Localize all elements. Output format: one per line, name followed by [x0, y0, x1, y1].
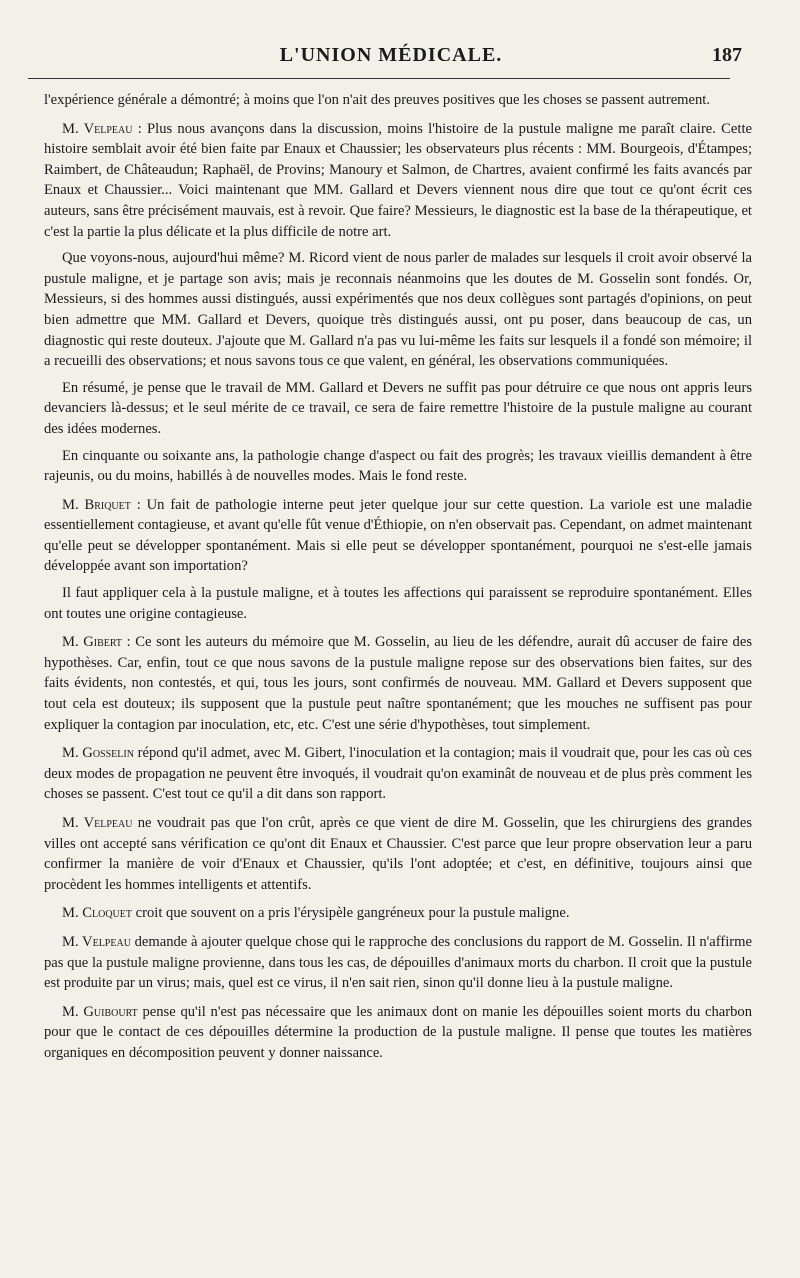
paragraph-text: Il faut appliquer cela à la pustule maligne, et à toutes les affections qui paraissent se reproduire spontanément. Elles ont toutes une origine contagieuse.	[44, 585, 752, 622]
paragraph-text: demande à ajouter quelque chose qui le rapproche des conclusions du rapport de M. Gosselin. Il n'affirme pas que la pustule maligne provienne, dans tous les cas, de dépouilles d'animaux morts du charbon. Il croit que la pustule est produite par un virus; mais, quel est ce virus, il n'en sait rien, sinon qu'il donne lieu à la pustule maligne.	[44, 933, 752, 992]
speaker-name: M. Cloquet	[62, 905, 132, 922]
paragraph	[44, 632, 752, 735]
speaker-name: M. Guibourt	[62, 1003, 138, 1020]
paragraph	[44, 813, 752, 895]
speaker-name: M. Velpeau	[62, 815, 133, 831]
paragraph	[44, 932, 752, 994]
header-rule	[28, 78, 730, 79]
speaker-name: M. Gosselin	[62, 745, 134, 762]
paragraph	[44, 903, 752, 924]
paragraph-text: Que voyons-nous, aujourd'hui même? M. Ricord vient de nous parler de malades sur lesquels il croit avoir observé la pustule maligne, et je partage son avis; mais je reconnais néanmoins que les doutes de M. Gosselin sont fondés. Or, Messieurs, si des hommes aussi distingués, aussi expérimentés que nos deux collègues sont partagés d'opinions, on peut bien admettre que MM. Gallard et Devers, quoique très distingués aussi, ont pu poser, dans beaucoup de cas, un diagnostic qui reste douteux. J'ajoute que M. Gallard n'a pas vu lui-même les faits sur lesquels il a fondé son mémoire; il a recueilli des observations; et nous savons tous ce que valent, en général, les observations communiquées.	[44, 250, 752, 370]
speaker-name: M. Gibert :	[62, 634, 131, 651]
page-header	[40, 44, 742, 74]
page-number: 187	[712, 44, 742, 66]
paragraph-text: ne voudrait pas que l'on crût, après ce que vient de dire M. Gosselin, que les chirurgiens des grandes villes ont accepté sans vérification ce qu'ont dit Enaux et Chaussier. C'est parce que leur propre observation leur a paru confirmer la manière de voir d'Enaux et Chaussier, qu'ils l'ont adoptée; et c'est, en définitive, toujours ainsi que procèdent les hommes intelligents et attentifs.	[44, 815, 752, 893]
running-title: L'UNION MÉDICALE.	[279, 44, 503, 66]
paragraph	[44, 378, 752, 440]
paragraph-text: répond qu'il admet, avec M. Gibert, l'inoculation et la contagion; mais il voudrait que, pour les cas où ces deux modes de propagation ne peuvent être invoqués, il voudrait qu'on examinât de nouveau et de plus près comment les choses se passent. C'est tout ce qu'il a dit dans son rapport.	[44, 745, 752, 803]
speaker-name: M. Velpeau	[62, 933, 131, 950]
paragraph	[44, 248, 752, 372]
speaker-name: M. Briquet :	[62, 496, 141, 513]
paragraph-text: Ce sont les auteurs du mémoire que M. Gosselin, au lieu de les défendre, aurait dû accuser de faire des hypothèses. Car, enfin, tout ce que nous savons de la pustule maligne repose sur des observations bien faites, sur des faits évidents, non contestés, et qui, tous les jours, sont confirmés de nouveau. MM. Gallard et Devers supposent que tout cela est douteux; ils supposent que la pustule peut naître spontanément; que les mouches ne suffisent pas pour expliquer la contagion par inoculation, etc, etc. C'est une série d'hypothèses, tout simplement.	[44, 634, 752, 733]
paragraph-text: pense qu'il n'est pas nécessaire que les animaux dont on manie les dépouilles soient morts du charbon pour que le contact de ces dépouilles détermine la production de la pustule maligne. Il pense que toutes les matières organiques en décomposition peuvent y donner naissance.	[44, 1003, 752, 1061]
body-text	[44, 90, 752, 1070]
paragraph	[44, 495, 752, 577]
paragraph-text: croit que souvent on a pris l'érysipèle gangréneux pour la pustule maligne.	[132, 905, 570, 922]
paragraph	[44, 446, 752, 487]
paragraph	[44, 583, 752, 624]
speaker-name: M. Velpeau :	[62, 120, 142, 137]
paragraph	[44, 743, 752, 805]
paragraph-text: Un fait de pathologie interne peut jeter quelque jour sur cette question. La variole est une maladie essentiellement contagieuse, et avant qu'elle fût venue d'Éthiopie, on n'en observait pas. Cependant, on admet maintenant qu'elle peut se développer spontanément. Mais si elle peut se développer spontanément, pourquoi ne s'est-elle jamais développée avant son importation?	[44, 496, 752, 575]
paragraph-text: Plus nous avançons dans la discussion, moins l'histoire de la pustule maligne me paraît claire. Cette histoire semblait avoir été bien faite par Enaux et Chaussier; les observateurs plus récents : MM. Bourgeois, d'Étampes; Raimbert, de Châteaudun; Raphaël, de Provins; Manoury et Salmon, de Chartres, avaient confirmé les faits avancés par Enaux et Chaussier... Voici maintenant que MM. Gallard et Devers viennent nous dire que tout ce qu'ont écrit ces auteurs, sans être précisément mauvais, est à revoir. Que faire? Messieurs, le diagnostic est la base de la thérapeutique, et c'est la partie la plus délicate et la plus difficile de notre art.	[44, 120, 752, 240]
paragraph-text: l'expérience générale a démontré; à moins que l'on n'ait des preuves positives que les choses se passent autrement.	[44, 92, 711, 108]
paragraph	[44, 90, 752, 111]
paragraph-text: En cinquante ou soixante ans, la pathologie change d'aspect ou fait des progrès; les travaux vieillis demandent à être rajeunis, ou du moins, habillés à de nouvelles modes. Mais le fond reste.	[44, 447, 752, 485]
paragraph	[44, 119, 752, 243]
paragraph	[44, 1002, 752, 1064]
paragraph-text: En résumé, je pense que le travail de MM. Gallard et Devers ne suffit pas pour détruire ce que nous ont appris leurs devanciers là-dessus; et le seul mérite de ce travail, ce sera de faire remettre l'histoire de la pustule maligne au courant des idées modernes.	[44, 379, 752, 437]
